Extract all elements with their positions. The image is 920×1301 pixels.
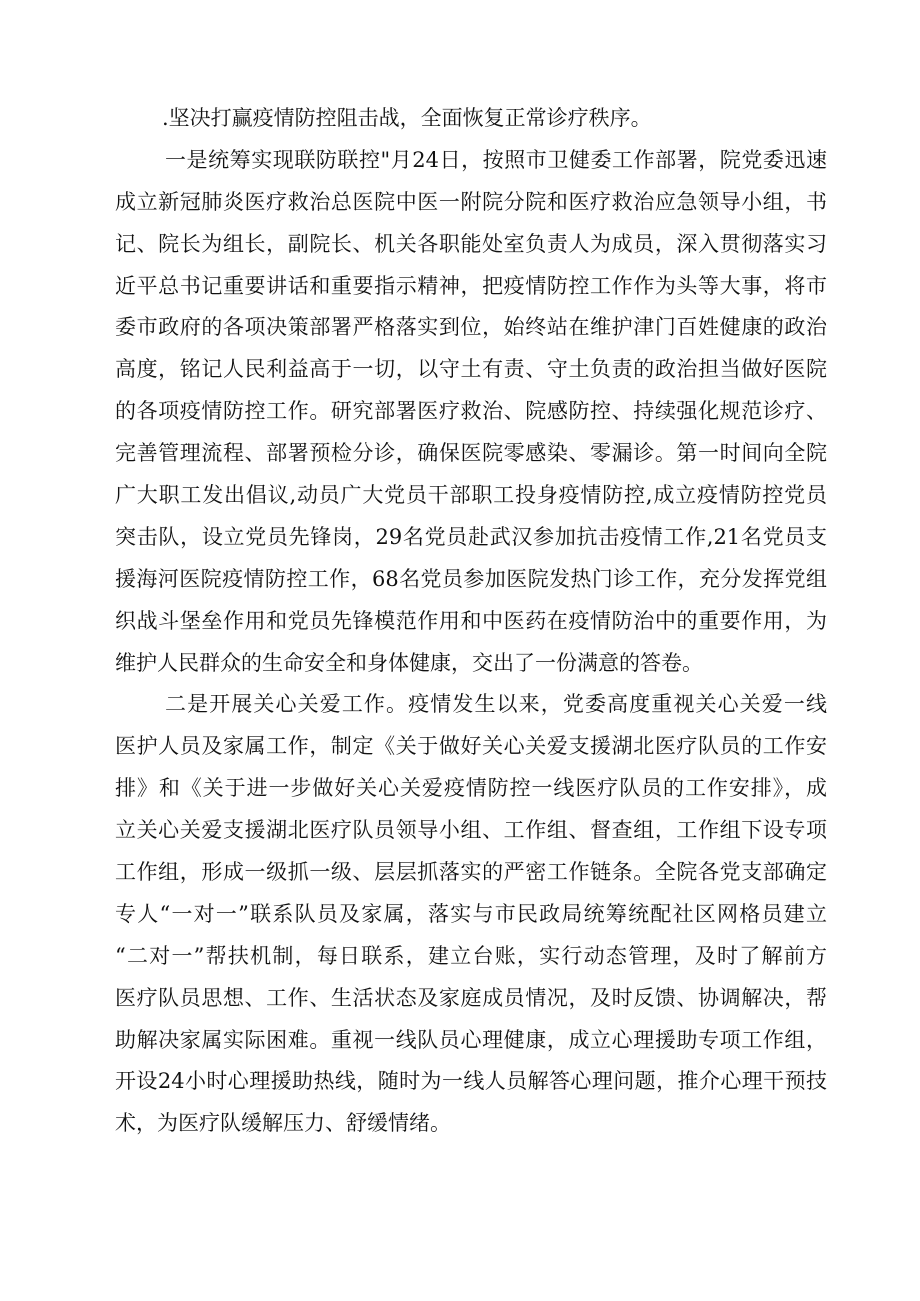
paragraph-line: “二对一”帮扶机制，每日联系，建立台账，实行动态管理，及时了解前方 — [115, 943, 827, 968]
paragraph-line: 专人“一对一”联系队员及家属，落实与市民政局统筹统配社区网格员建立 — [115, 901, 827, 926]
paragraph-line: 开设24小时心理援助热线，随时为一线人员解答心理问题，推介心理干预技 — [115, 1069, 827, 1094]
paragraph-line: 援海河医院疫情防控工作，68名党员参加医院发热门诊工作，充分发挥党组 — [115, 566, 827, 591]
paragraph-line: 术，为医疗队缓解压力、舒缓情绪。 — [115, 1111, 451, 1136]
paragraph-line: 助解决家属实际困难。重视一线队员心理健康，成立心理援助专项工作组， — [115, 1027, 827, 1052]
paragraph-line: 近平总书记重要讲话和重要指示精神，把疫情防控工作作为头等大事，将市 — [115, 273, 827, 298]
paragraph-line: 突击队，设立党员先锋岗，29名党员赴武汉参加抗击疫情工作,21名党员支 — [115, 524, 827, 549]
paragraph-line: 的各项疫情防控工作。研究部署医疗救治、院感防控、持续强化规范诊疗、 — [115, 399, 827, 424]
paragraph-line: 排》和《关于进一步做好关心关爱疫情防控一线医疗队员的工作安排》，成 — [115, 776, 827, 801]
paragraph-2 — [115, 684, 827, 1145]
paragraph-1 — [115, 140, 827, 685]
paragraph-line: 一是统筹实现联防联控"月24日，按照市卫健委工作部署，院党委迅速 — [165, 147, 827, 172]
paragraph-line: 成立新冠肺炎医疗救治总医院中医一附院分院和医疗救治应急领导小组，书 — [115, 189, 827, 214]
paragraph-line: 织战斗堡垒作用和党员先锋模范作用和中医药在疫情防治中的重要作用，为 — [115, 608, 827, 633]
document-body — [115, 98, 827, 1145]
paragraph-line: 委市政府的各项决策部署严格落实到位，始终站在维护津门百姓健康的政治 — [115, 315, 827, 340]
paragraph-line: 记、院长为组长，副院长、机关各职能处室负责人为成员，深入贯彻落实习 — [115, 231, 827, 256]
paragraph-line: 完善管理流程、部署预检分诊，确保医院零感染、零漏诊。第一时间向全院 — [115, 441, 827, 466]
paragraph-line: 广大职工发出倡议,动员广大党员干部职工投身疫情防控,成立疫情防控党员 — [115, 483, 827, 508]
paragraph-line: 立关心关爱支援湖北医疗队员领导小组、工作组、督查组，工作组下设专项 — [115, 818, 827, 843]
paragraph-line: 二是开展关心关爱工作。疫情发生以来，党委高度重视关心关爱一线 — [165, 692, 827, 717]
section-heading: .坚决打赢疫情防控阻击战，全面恢复正常诊疗秩序。 — [162, 106, 652, 130]
paragraph-line: 维护人民群众的生命安全和身体健康，交出了一份满意的答卷。 — [115, 650, 703, 675]
paragraph-line: 医护人员及家属工作，制定《关于做好关心关爱支援湖北医疗队员的工作安 — [115, 734, 827, 759]
paragraph-line: 医疗队员思想、工作、生活状态及家庭成员情况，及时反馈、协调解决，帮 — [115, 985, 827, 1010]
paragraph-line: 工作组，形成一级抓一级、层层抓落实的严密工作链条。全院各党支部确定 — [115, 860, 827, 885]
paragraph-line: 高度，铭记人民利益高于一切，以守土有责、守土负责的政治担当做好医院 — [115, 357, 827, 382]
